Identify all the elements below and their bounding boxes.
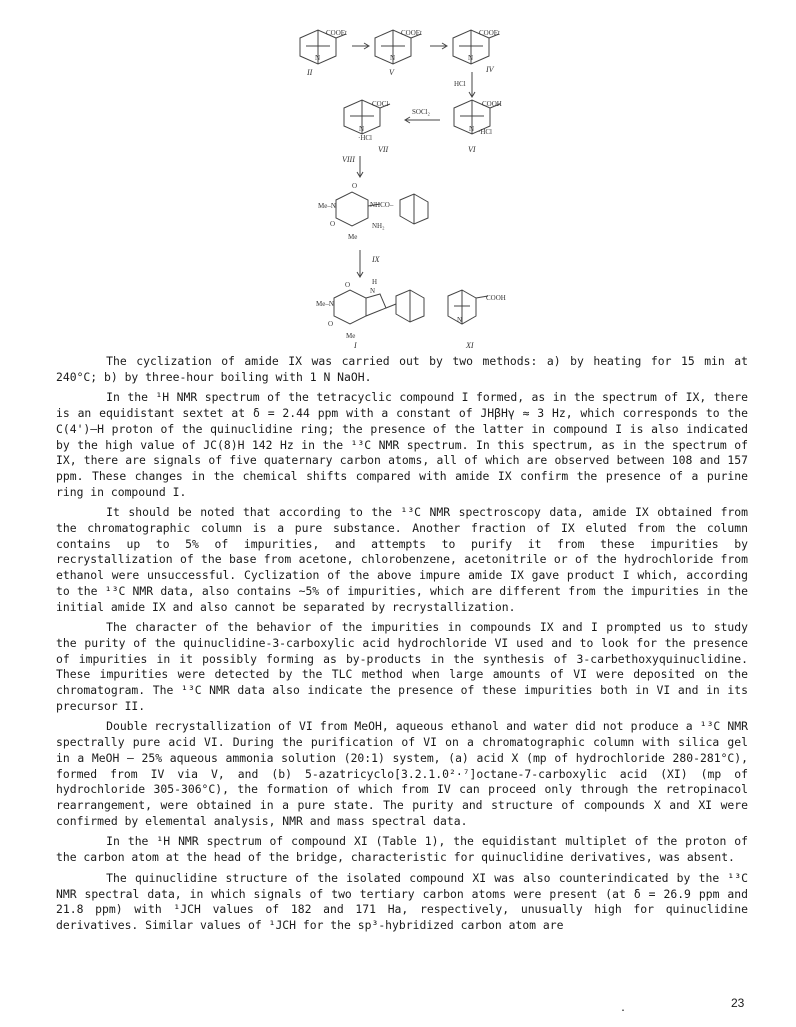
i-label: I [354,341,357,350]
ix-me-bottom: Me [348,233,358,241]
vii-salt: ·HCl [358,134,372,142]
ii-substituent: COOEt [326,29,347,37]
reagent-hcl: HCl [454,80,466,88]
vii-hetero: N [359,125,365,133]
footer-mark: . [620,1003,627,1014]
reaction-scheme [0,0,796,352]
ix-nh: NHCO– [370,201,394,209]
paragraph: Double recrystallization of VI from MeOH, aqueous ethanol and water did not produce a ¹³C NMR spectrally pure acid VI. During the purification of VI on a chromatographic column with silica gel in a MeOH — 25% aqueous ammonia solution (20:1) system, (a) acid X (mp of hydrochloride 280-281°C), formed from IV via V, and (b) 5-azatricyclo[3.2.1.0²·⁷]octane-7-carboxylic acid (XI) (mp of hydrochloride 305-306°C), the formation of which from IV can proceed only through the retropinacol rearrangement, were obtained in a pure state. The purity and structure of compounds X and XI were confirmed by elemental analysis, NMR and mass spectral data. [56,719,748,828]
vi-label: VI [468,145,476,154]
iv-label: IV [486,65,494,74]
compound-xi-structure [448,290,488,324]
page-number: 23 [731,996,745,1010]
v-hetero: N [390,54,396,62]
paragraph: The cyclization of amide IX was carried out by two methods: a) by heating for 15 min at 240°C; b) by three-hour boiling with 1 N NaOH. [56,354,748,384]
reagent-socl2: SOCl₂ [412,108,431,116]
vii-substituent: COCl [372,100,389,108]
i-h: H [372,278,378,286]
xi-label: XI [466,341,474,350]
i-n: N [370,287,376,295]
article-body [56,354,748,939]
iv-hetero: N [468,54,474,62]
ii-label: II [307,68,313,77]
ix-o2: O [330,220,336,228]
ix-label: IX [372,255,380,264]
compound-ix-structure [336,192,428,226]
paragraph: In the ¹H NMR spectrum of compound XI (Table 1), the equidistant multiplet of the proton of the carbon atom at the head of the bridge, characteristic for quinuclidine derivatives, was absent. [56,834,748,865]
paragraph: The character of the behavior of the impurities in compounds IX and I prompted us to study the purity of the quinuclidine-3-carboxylic acid hydrochloride VI used and to look for the presence of impurities in it possibly forming as by-products in the synthesis of 3-carbethoxyquinuclidine. These impurities were detected by the TLC method when large amounts of VI were deposited on the chromatogram. The ¹³C NMR data also indicate the presence of these impurities both in VI and in its precursor II. [56,620,748,713]
xi-substituent: COOH [486,294,506,302]
ix-o1: O [352,182,358,190]
vii-label: VII [378,145,389,154]
i-o1: O [345,281,351,289]
reagent-viii: VIII [342,155,355,164]
vi-substituent: COOH [482,100,502,108]
paragraph: The quinuclidine structure of the isolated compound XI was also counterindicated by the ¹³C NMR spectral data, in which signals of two tertiary carbon atoms were present (at δ = 26.9 ppm and 21.8 ppm) with ¹JCH values of 182 and 171 Ha, respectively, unusually high for quinuclidine derivatives. Similar values of ¹JCH for the sp³-hybridized carbon atom are [56,870,748,932]
xi-hetero: N [457,316,463,324]
i-me-bottom: Me [346,332,356,340]
i-me-top: Me–N [316,300,334,308]
i-o2: O [328,320,334,328]
v-label: V [389,68,394,77]
vi-salt: ·HCl [478,128,492,136]
ii-hetero: N [315,54,321,62]
ix-nh2: NH₂ [372,222,385,230]
compound-i-structure [334,290,424,324]
paragraph: It should be noted that according to the ¹³C NMR spectroscopy data, amide IX obtained from the chromatographic column is a pure substance. Another fraction of IX eluted from the column contains up to 5% of impurities, and attempts to purify it from these impurities by recrystallization of the base from acetone, chlorobenzene, acetonitrile or of the hydrochloride from ethanol were unsuccessful. Cyclization of the above impure amide IX gave product I which, according to the ¹³C NMR data, also contains ~5% of impurities, which are different from the impurities in the initial amide IX and also cannot be separated by recrystallization. [56,505,748,614]
ix-me-top: Me–N [318,202,336,210]
iv-substituent: COOEt [479,29,500,37]
v-substituent: COOEt [401,29,422,37]
paragraph: In the ¹H NMR spectrum of the tetracyclic compound I formed, as in the spectrum of IX, there is an equidistant sextet at δ = 2.44 ppm with a constant of JHβHγ ≈ 3 Hz, which corresponds to the C(4')–H proton of the quinuclidine ring; the presence of the latter in compound I is also indicated by the high value of JC(8)H 142 Hz in the ¹³C NMR spectrum. In this spectrum, as in the spectrum of IX, there are signals of five quaternary carbon atoms, all of which are observed between 108 and 157 ppm. These changes in the chemical shifts compared with amide IX confirm the presence of a purine ring in compound I. [56,390,748,499]
reaction-scheme-svg [0,0,796,352]
vi-hetero: N [469,125,475,133]
